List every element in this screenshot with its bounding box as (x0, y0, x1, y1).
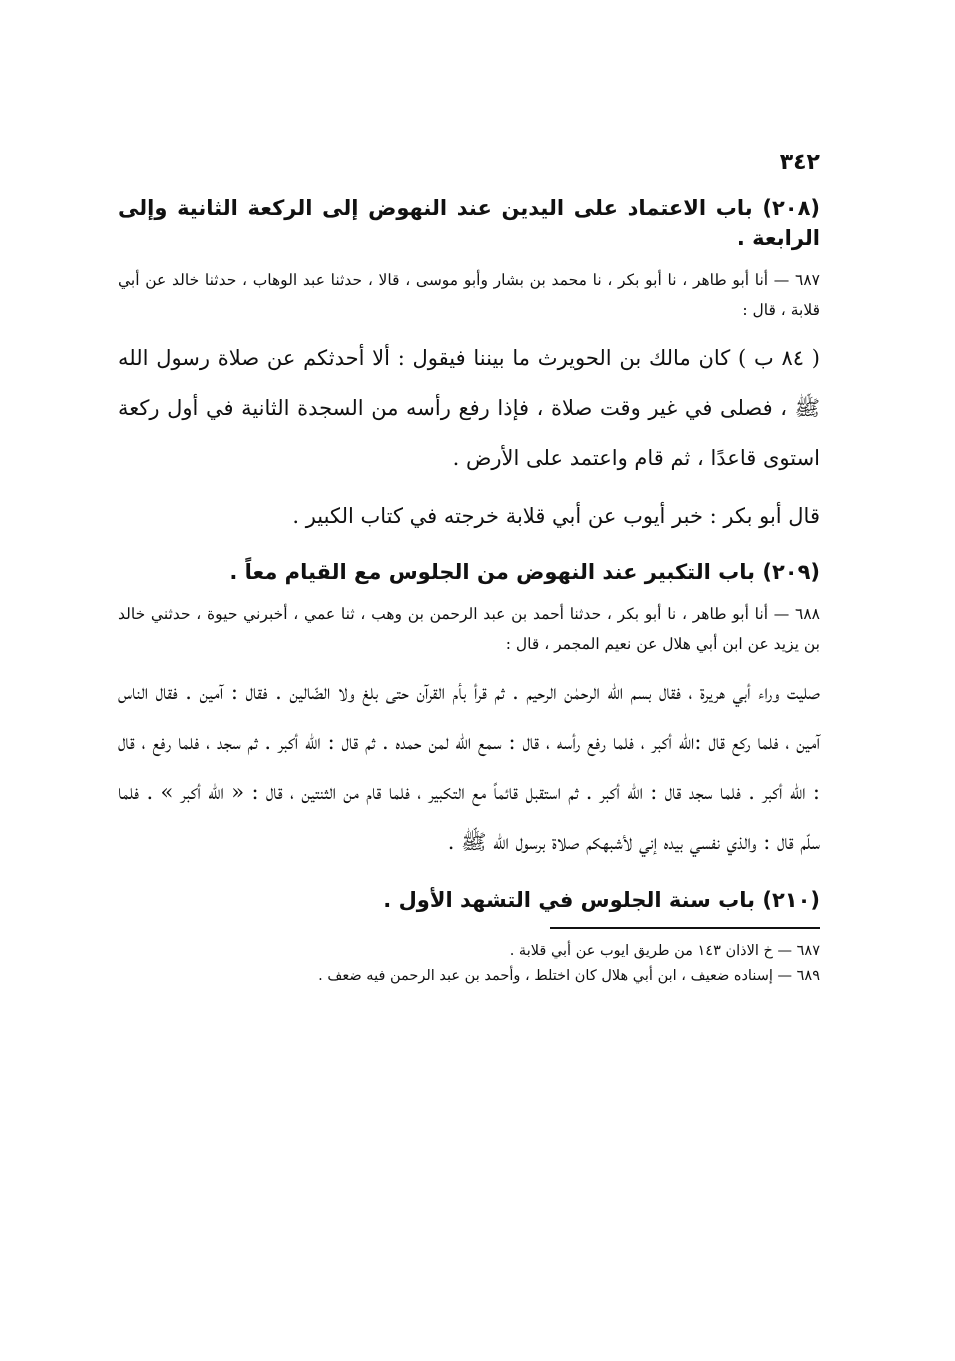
hadith-688-isnad: ٦٨٨ — أنا أبو طاهر ، نا أبو بكر ، حدثنا أحمد بن عبد الرحمن بن وهب ، ثنا عمي ، أخبرني حيوة ، حدثني خالد بن يزيد عن ابن أبي هلال عن نعيم المجمر ، قال : (118, 605, 820, 653)
hadith-687-isnad: ٦٨٧ — أنا أبو طاهر ، نا أبو بكر ، نا محمد بن بشار وأبو موسى ، قالا ، حدثنا عبد الوهاب ، حدثنا خالد عن أبي قلابة ، قال : (118, 271, 820, 319)
chapter-heading-210: (٢١٠) باب سنة الجلوس في التشهد الأول . (383, 888, 820, 912)
footnote-divider (550, 927, 820, 929)
chapter-heading-209: (٢٠٩) باب التكبير عند النهوض من الجلوس مع القيام معاً . (229, 560, 820, 584)
book-page (118, 150, 820, 989)
footnote-689: ٦٨٩ — إسناده ضعيف ، ابن أبي هلال كان اختلط ، وأحمد بن عبد الرحمن فيه ضعف . (318, 968, 820, 984)
author-note: قال أبو بكر : خبر أيوب عن أبي قلابة خرجته في كتاب الكبير . (292, 504, 820, 528)
footnote-687: ٦٨٧ — خ الاذان ١٤٣ من طريق ايوب عن أبي قلابة . (509, 943, 820, 959)
hadith-688-text: صليت وراء أبي هريرة ، فقال بسم الله الرحمٰن الرحيم . ثم قرأ بأم القرآن حتى بلغ ولا الضّالين . فقال : آمين . فقال الناس آمين ، فلما ركع قال :الله أكبر ، فلما رفع رأسه ، قال : سمع الله لمن حمده . ثم قال : الله أكبر . ثم سجد ، فلما رفع ، قال : الله أكبر . فلما سجد قال : الله أكبر . ثم استقبل قائماً مع التكبير ، فلما قام من الثنتين ، قال : « الله أكبر » . فلما سلّم قال : والذي نفسي بيده إني لأشبهكم صلاة برسول الله ﷺ . (118, 680, 820, 854)
page-number: ٣٤٢ (779, 150, 820, 175)
hadith-687-text: ( ٨٤ ب ) كان مالك بن الحويرث ما بيننا فيقول : ألا أحدثكم عن صلاة رسول الله ﷺ ، فصلى في غير وقت صلاة ، فإذا رفع رأسه من السجدة الثانية في أول ركعة استوى قاعدًا ، ثم قام واعتمد على الأرض . (118, 346, 820, 470)
chapter-heading-208: (٢٠٨) باب الاعتماد على اليدين عند النهوض إلى الركعة الثانية وإلى الرابعة . (118, 196, 820, 250)
